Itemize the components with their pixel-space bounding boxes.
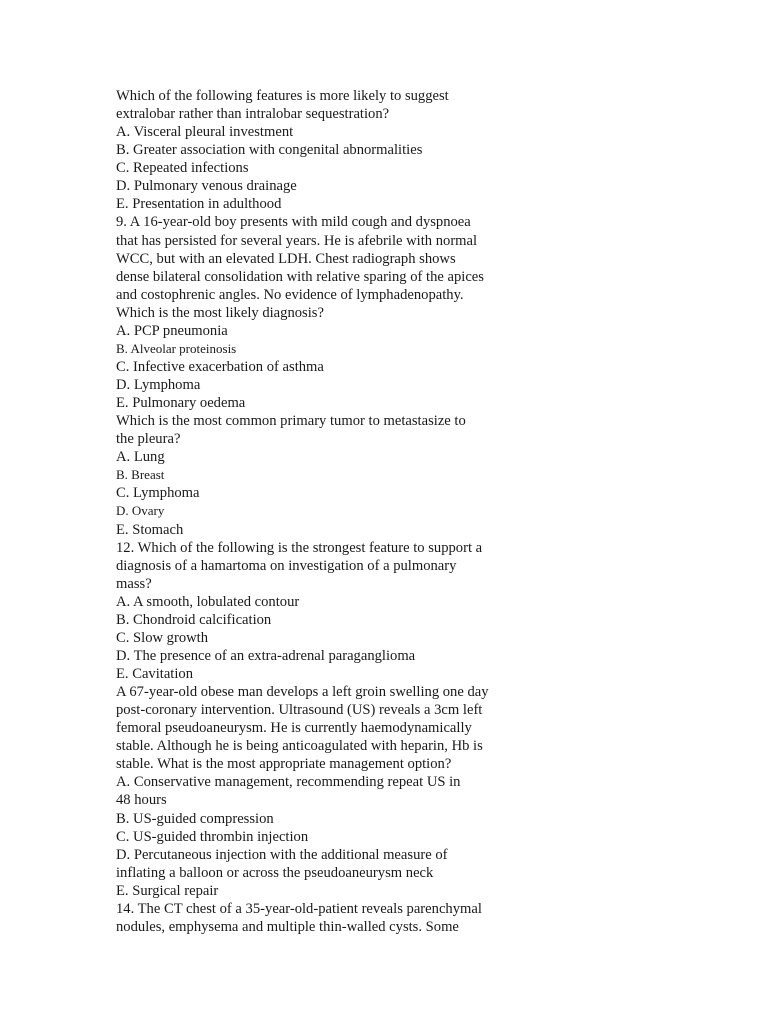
text-line: E. Cavitation (116, 666, 194, 682)
text-line: extralobar rather than intralobar sequestration? (116, 106, 390, 123)
text-line: inflating a balloon or across the pseudoaneurysm neck (116, 864, 434, 881)
text-line: B. US-guided compression (116, 810, 274, 827)
text-line: WCC, but with an elevated LDH. Chest radiograph shows (116, 250, 456, 267)
text-line: C. Slow growth (116, 629, 209, 646)
text-line: A. A smooth, lobulated contour (116, 593, 300, 610)
text-line: stable. What is the most appropriate management option? (116, 756, 452, 773)
text-line: the pleura? (116, 431, 181, 448)
text-line: B. Greater association with congenital abnormalities (116, 142, 423, 159)
text-line: D. Percutaneous injection with the additional measure of (116, 846, 448, 863)
text-line: E. Presentation in adulthood (116, 196, 282, 213)
text-line: D. Lymphoma (116, 377, 201, 393)
text-line: A 67-year-old obese man develops a left groin swelling one day (116, 684, 489, 701)
text-line: diagnosis of a hamartoma on investigation of a pulmonary (116, 557, 457, 574)
text-line: A. Conservative management, recommending repeat US in (116, 774, 461, 791)
text-line: B. Chondroid calcification (116, 611, 272, 628)
text-line: and costophrenic angles. No evidence of lymphadenopathy. (116, 286, 464, 303)
text-line: E. Surgical repair (116, 882, 219, 899)
text-line: C. US-guided thrombin injection (116, 828, 309, 845)
document-page (116, 87, 536, 936)
text-line: E. Pulmonary oedema (116, 395, 246, 412)
text-line: A. PCP pneumonia (116, 322, 228, 339)
text-line: 48 hours (116, 792, 167, 809)
text-line: D. Pulmonary venous drainage (116, 178, 297, 195)
text-line: D. Ovary (116, 503, 165, 519)
text-line: mass? (116, 575, 152, 592)
text-line: C. Infective exacerbation of asthma (116, 358, 324, 375)
text-line: 14. The CT chest of a 35-year-old-patient reveals parenchymal (116, 900, 482, 917)
text-line: femoral pseudoaneurysm. He is currently haemodynamically (116, 720, 472, 737)
text-line: C. Repeated infections (116, 160, 249, 177)
text-line: A. Visceral pleural investment (116, 124, 294, 141)
text-line: dense bilateral consolidation with relative sparing of the apices (116, 268, 484, 285)
text-line: 12. Which of the following is the strongest feature to support a (116, 539, 483, 556)
text-line: E. Stomach (116, 521, 184, 538)
text-line: A. Lung (116, 449, 165, 466)
text-line: nodules, emphysema and multiple thin-walled cysts. Some (116, 918, 459, 935)
text-line: Which is the most common primary tumor to metastasize to (116, 413, 466, 430)
text-line: C. Lymphoma (116, 485, 200, 502)
text-line: D. The presence of an extra-adrenal paraganglioma (116, 647, 416, 664)
text-line: that has persisted for several years. He is afebrile with normal (116, 232, 478, 249)
text-line: stable. Although he is being anticoagulated with heparin, Hb is (116, 738, 483, 755)
text-line: Which of the following features is more likely to suggest (116, 88, 449, 104)
text-line: post-coronary intervention. Ultrasound (US) reveals a 3cm left (116, 702, 483, 719)
text-line: 9. A 16-year-old boy presents with mild cough and dyspnoea (116, 214, 471, 231)
text-line: Which is the most likely diagnosis? (116, 304, 324, 321)
text-line: B. Breast (116, 467, 165, 483)
text-line: B. Alveolar proteinosis (116, 340, 237, 356)
